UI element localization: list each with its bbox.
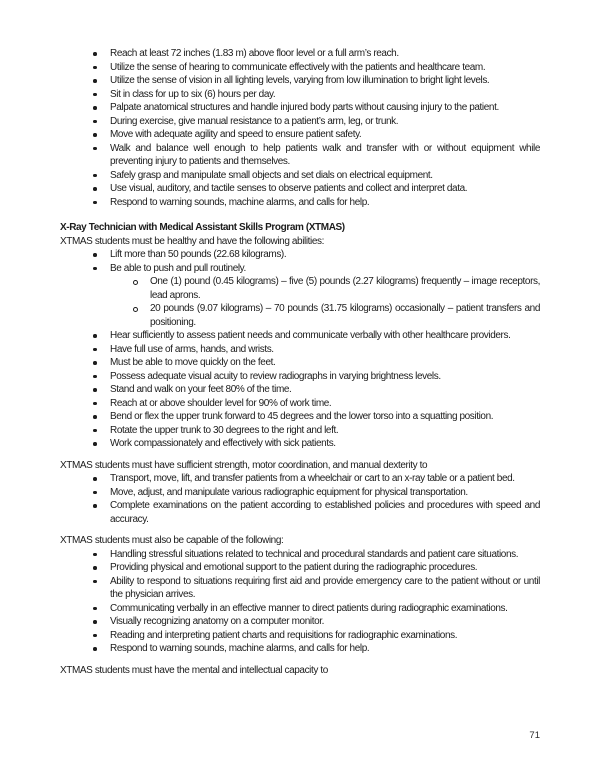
list-item: [60, 88, 540, 102]
bullet-icon: [93, 491, 97, 495]
list-item: [60, 47, 540, 61]
bullet-list: [60, 248, 540, 451]
bullet-icon: [93, 106, 97, 110]
list-item: [60, 169, 540, 183]
bullet-list: [60, 47, 540, 209]
list-item: [60, 343, 540, 357]
list-item-text: Communicating verbally in an effective manner to direct patients during radiographic examinations.: [110, 602, 508, 614]
bullet-icon: [93, 93, 97, 97]
list-item-text: Providing physical and emotional support to the patient during the radiographic procedures.: [110, 562, 478, 573]
list-item-text: Utilize the sense of vision in all lighting levels, varying from low illumination to bright light levels.: [110, 75, 490, 86]
circle-bullet-icon: [133, 280, 138, 285]
list-item-text: Use visual, auditory, and tactile senses to observe patients and collect and interpret data.: [110, 183, 468, 194]
bullet-icon: [93, 253, 97, 257]
list-item-text: Possess adequate visual acuity to review radiographs in varying brightness levels.: [110, 370, 441, 382]
list-item-text: Visually recognizing anatomy on a computer monitor.: [110, 616, 324, 627]
section-heading: X-Ray Technician with Medical Assistant Skills Program (XTMAS): [60, 222, 345, 233]
list-item-text: Sit in class for up to six (6) hours per day.: [110, 88, 276, 100]
list-item: [60, 561, 540, 575]
list-item: [60, 629, 540, 643]
bullet-icon: [93, 133, 97, 137]
list-item: [60, 472, 540, 486]
list-item: [60, 196, 540, 210]
list-item: [60, 248, 540, 262]
paragraph: XTMAS students must be healthy and have the following abilities:: [60, 235, 325, 247]
bullet-icon: [93, 187, 97, 191]
list-item-text: Stand and walk on your feet 80% of the time.: [110, 384, 292, 395]
list-item-text: Lift more than 50 pounds (22.68 kilograms).: [110, 249, 287, 260]
list-item: [60, 499, 540, 526]
list-item-text: Work compassionately and effectively with sick patients.: [110, 438, 336, 449]
list-item: [60, 356, 540, 370]
list-item: [60, 329, 540, 343]
list-item: [60, 615, 540, 629]
list-item: [60, 424, 540, 438]
list-item-text: Ability to respond to situations requiring first aid and provide emergency care to the patient without or until the physician arrives.: [110, 575, 540, 600]
list-item-text: Reading and interpreting patient charts and requisitions for radiographic examinations.: [110, 629, 458, 641]
list-item-text: Walk and balance well enough to help patients walk and transfer with or without equipment while preventing injury to patients and themselves.: [110, 142, 540, 167]
bullet-icon: [93, 388, 97, 392]
list-item: [60, 486, 540, 500]
list-item-text: During exercise, give manual resistance to a patient’s arm, leg, or trunk.: [110, 115, 399, 127]
sub-list-item: [60, 275, 540, 302]
bullet-icon: [93, 442, 97, 446]
list-item: [60, 262, 540, 276]
document-content: [60, 47, 540, 677]
bullet-icon: [93, 174, 97, 178]
list-item: [60, 142, 540, 169]
list-item-text: 20 pounds (9.07 kilograms) – 70 pounds (31.75 kilograms) occasionally – patient transfers and positioning.: [150, 303, 540, 328]
bullet-icon: [93, 201, 97, 205]
list-item: [60, 642, 540, 656]
bullet-icon: [93, 66, 97, 70]
list-item-text: Safely grasp and manipulate small objects and set dials on electrical equipment.: [110, 169, 433, 181]
bullet-icon: [93, 647, 97, 651]
list-item-text: Hear sufficiently to assess patient needs and communicate verbally with other healthcare providers.: [110, 330, 511, 341]
bullet-icon: [93, 580, 97, 584]
bullet-icon: [93, 120, 97, 124]
list-item: [60, 383, 540, 397]
bullet-icon: [93, 477, 97, 481]
bullet-icon: [93, 52, 97, 56]
bullet-icon: [93, 375, 97, 379]
bullet-icon: [93, 147, 97, 151]
bullet-icon: [93, 415, 97, 419]
bullet-icon: [93, 348, 97, 352]
bullet-icon: [93, 402, 97, 406]
circle-bullet-icon: [133, 307, 138, 312]
paragraph: XTMAS students must have the mental and intellectual capacity to: [60, 664, 328, 676]
list-item-text: One (1) pound (0.45 kilograms) – five (5) pounds (2.27 kilograms) frequently – image receptors, lead aprons.: [150, 276, 540, 301]
list-item-text: Reach at least 72 inches (1.83 m) above floor level or a full arm’s reach.: [110, 48, 399, 59]
list-item: [60, 437, 540, 451]
list-item: [60, 74, 540, 88]
list-item: [60, 370, 540, 384]
page-number: 71: [529, 730, 540, 741]
sub-list-item: [60, 302, 540, 329]
list-item: [60, 128, 540, 142]
list-item: [60, 61, 540, 75]
list-item: [60, 182, 540, 196]
list-item-text: Move, adjust, and manipulate various radiographic equipment for physical transportation.: [110, 486, 468, 498]
list-item-text: Have full use of arms, hands, and wrists.: [110, 343, 274, 355]
paragraph: XTMAS students must have sufficient strength, motor coordination, and manual dexterity to: [60, 459, 428, 471]
bullet-icon: [93, 620, 97, 624]
list-item-text: Move with adequate agility and speed to ensure patient safety.: [110, 129, 362, 140]
list-item-text: Handling stressful situations related to technical and procedural standards and patient care situations.: [110, 548, 519, 560]
list-item-text: Be able to push and pull routinely.: [110, 262, 246, 274]
bullet-icon: [93, 566, 97, 570]
list-item: [60, 548, 540, 562]
bullet-icon: [93, 504, 97, 508]
list-item: [60, 575, 540, 602]
list-item-text: Bend or flex the upper trunk forward to 45 degrees and the lower torso into a squatting position.: [110, 411, 494, 422]
bullet-icon: [93, 267, 97, 271]
list-item: [60, 410, 540, 424]
bullet-icon: [93, 429, 97, 433]
list-item-text: Utilize the sense of hearing to communicate effectively with the patients and healthcare team.: [110, 61, 486, 73]
list-item-text: Reach at or above shoulder level for 90% of work time.: [110, 397, 332, 409]
list-item: [60, 602, 540, 616]
list-item-text: Transport, move, lift, and transfer patients from a wheelchair or cart to an x-ray table or a patient bed.: [110, 473, 515, 484]
list-item-text: Rotate the upper trunk to 30 degrees to the right and left.: [110, 424, 339, 436]
bullet-icon: [93, 553, 97, 557]
list-item: [60, 397, 540, 411]
bullet-icon: [93, 634, 97, 638]
bullet-icon: [93, 607, 97, 611]
list-item-text: Respond to warning sounds, machine alarms, and calls for help.: [110, 196, 370, 208]
bullet-icon: [93, 361, 97, 365]
list-item-text: Complete examinations on the patient according to established policies and procedures with speed and accuracy.: [110, 500, 540, 525]
list-item-text: Palpate anatomical structures and handle injured body parts without causing injury to the patient.: [110, 102, 499, 113]
list-item-text: Must be able to move quickly on the feet.: [110, 357, 276, 368]
bullet-list: [60, 472, 540, 526]
bullet-icon: [93, 334, 97, 338]
bullet-list: [60, 548, 540, 656]
paragraph: XTMAS students must also be capable of the following:: [60, 535, 284, 546]
bullet-icon: [93, 79, 97, 83]
list-item: [60, 101, 540, 115]
list-item-text: Respond to warning sounds, machine alarms, and calls for help.: [110, 643, 370, 654]
list-item: [60, 115, 540, 129]
